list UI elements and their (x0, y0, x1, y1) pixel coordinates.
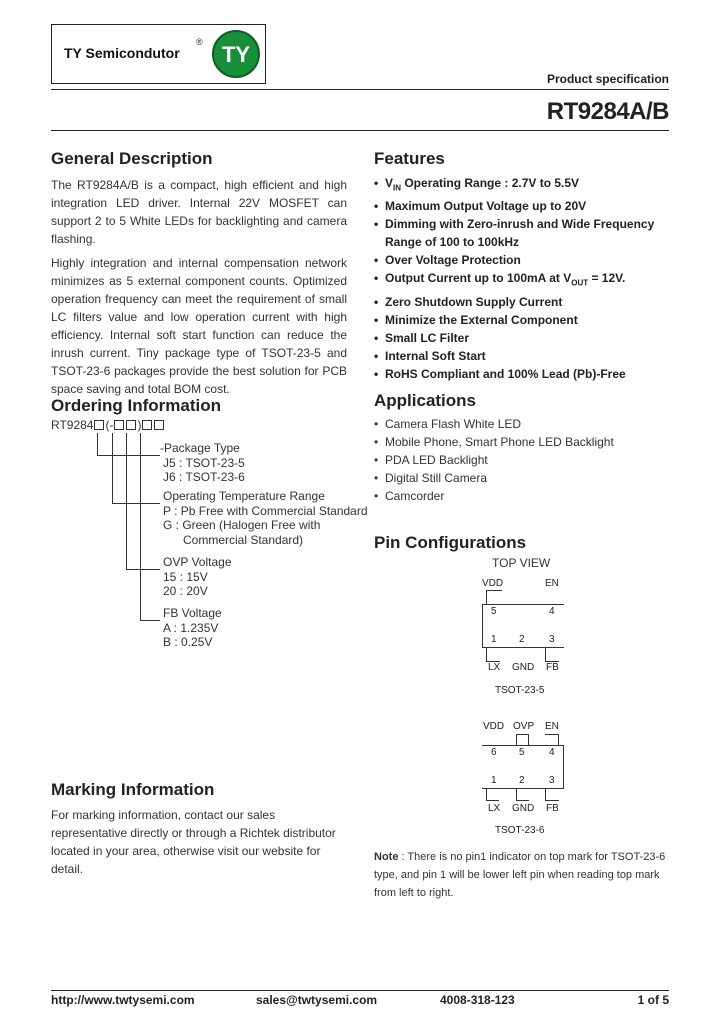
pin-label-gnd: GND (512, 662, 535, 673)
pin-lead (516, 800, 529, 801)
applications-list (374, 415, 670, 505)
bracket-line (112, 503, 160, 504)
pin-configurations-title: Pin Configurations (374, 533, 527, 552)
pin-number: 2 (519, 775, 525, 786)
pin-lead (545, 647, 546, 661)
pin-number: 3 (549, 775, 555, 786)
package-type-label: -Package Type (160, 441, 240, 455)
fb-a: A : 1.235V (163, 621, 219, 635)
company-logo (51, 24, 266, 84)
pin-label-en: EN (545, 721, 559, 732)
bracket-line (97, 455, 160, 456)
pin-number: 3 (549, 634, 555, 645)
logo-mark: TY (221, 42, 251, 67)
pin-label-gnd: GND (512, 803, 535, 814)
ovp-15: 15 : 15V (163, 570, 208, 584)
pin-number: 1 (491, 634, 497, 645)
pin-number: 4 (549, 606, 555, 617)
package-outline (482, 604, 564, 605)
pin-label-vdd: VDD (482, 578, 504, 589)
pin-lead (486, 590, 502, 591)
pin-label-lx: LX (488, 803, 501, 814)
footer-website-link[interactable]: http://www.twtysemi.com (51, 993, 195, 1007)
package-name: TSOT-23-6 (495, 825, 545, 836)
bracket-line (140, 620, 160, 621)
code-box (114, 420, 124, 430)
pin-lead (545, 788, 546, 800)
header-rule (51, 89, 669, 90)
feature-item: • Over Voltage Protection (374, 251, 670, 269)
fb-voltage-label: FB Voltage (163, 606, 222, 620)
doc-type: Product specification (546, 72, 669, 86)
pin-label-en: EN (545, 578, 559, 589)
bracket-line (126, 569, 160, 570)
application-item: • Digital Still Camera (374, 469, 670, 487)
ovp-20: 20 : 20V (163, 584, 208, 598)
pin-label-vdd: VDD (483, 721, 505, 732)
code-box (126, 420, 136, 430)
feature-item: • RoHS Compliant and 100% Lead (Pb)-Free (374, 365, 670, 383)
description-paragraph: The RT9284A/B is a compact, high efficient and high integration LED driver. Internal 22V MOSFET can support 2 to 5 White LEDs for backlighting and camera flashing. (51, 178, 347, 246)
footer-rule (51, 990, 669, 991)
application-item: • Mobile Phone, Smart Phone LED Backlight (374, 433, 670, 451)
bracket-line (126, 433, 127, 569)
pin-lead (516, 788, 517, 800)
part-number: RT9284A/B (546, 98, 669, 125)
features-title: Features (374, 149, 445, 168)
description-paragraph: Highly integration and internal compensation network minimizes as 5 external component counts. Optimized operation frequency can meet the requirement of small LC filters value and low operation current with high efficiency. Internal soft start function can reduce the inrush current. Tiny package type of TSOT-23-5 and TSOT-23-6 packages provide the best solution for PCB space saving and total BOM cost. (51, 256, 347, 396)
pin-number: 1 (491, 775, 497, 786)
feature-item: • $V_{IN}$ Operating Range : 2.7V to 5.5V (374, 174, 670, 197)
applications-title: Applications (374, 391, 477, 410)
package-j5: J5 : TSOT-23-5 (163, 456, 245, 470)
pin-number: 4 (549, 747, 555, 758)
pin-number: 5 (519, 747, 525, 758)
temp-range-label: Operating Temperature Range (163, 489, 325, 503)
temp-range-g: G : Green (Halogen Free with (163, 518, 321, 532)
footer-email-link[interactable]: sales@twtysemi.com (256, 993, 378, 1007)
bracket-line (97, 433, 98, 455)
feature-item: • Maximum Output Voltage up to 20V (374, 197, 670, 215)
temp-range-g-cont: Commercial Standard) (183, 533, 304, 547)
application-item: • Camera Flash White LED (374, 415, 670, 433)
pin-label-fb: FB (546, 803, 559, 814)
ordering-information-title: Ordering Information (51, 396, 221, 415)
pin-label-fb: FB (546, 662, 559, 673)
package-outline (482, 604, 483, 648)
ordering-code (51, 418, 165, 433)
pin-lead (486, 647, 487, 661)
package-name: TSOT-23-5 (495, 685, 545, 696)
feature-item: • Minimize the External Component (374, 311, 670, 329)
pin-lead (486, 788, 487, 800)
bracket-line (140, 433, 141, 620)
registered-mark: ® (196, 37, 203, 47)
pin-label-ovp: OVP (513, 721, 535, 732)
ordering-code-suffix-close: ) (137, 418, 142, 432)
package-outline (482, 788, 564, 789)
note-label: Note (374, 851, 399, 863)
pin-number: 6 (491, 747, 497, 758)
logo-text: TY Semicondutor (64, 45, 180, 61)
code-box (94, 420, 104, 430)
features-list (374, 174, 670, 383)
code-box (154, 420, 164, 430)
ordering-code-suffix-open: (- (105, 418, 114, 432)
marking-information-body: For marking information, contact our sales representative directly or through a Richtek distributor located in your area, otherwise visit our website for detail. (51, 808, 336, 876)
pin-label-lx: LX (488, 662, 501, 673)
code-box (142, 420, 152, 430)
package-outline (482, 647, 564, 648)
feature-item: • Dimming with Zero-inrush and Wide Frequency Range of 100 to 100kHz (374, 215, 670, 251)
top-view-label: TOP VIEW (492, 556, 551, 570)
bracket-line (112, 433, 113, 503)
package-outline (482, 745, 564, 746)
package-j6: J6 : TSOT-23-6 (163, 470, 245, 484)
page-number: 1 of 5 (637, 993, 669, 1007)
pin-number: 2 (519, 634, 525, 645)
application-item: • PDA LED Backlight (374, 451, 670, 469)
feature-item: • Small LC Filter (374, 329, 670, 347)
feature-item: • Zero Shutdown Supply Current (374, 293, 670, 311)
temp-range-p: P : Pb Free with Commercial Standard (163, 504, 368, 518)
general-description-body (51, 176, 347, 404)
fb-b: B : 0.25V (163, 635, 213, 649)
header-rule-bottom (51, 130, 669, 131)
footer-phone: 4008-318-123 (440, 993, 515, 1007)
feature-item: • Internal Soft Start (374, 347, 670, 365)
application-item: • Camcorder (374, 487, 670, 505)
pin-note (374, 848, 670, 902)
ordering-code-prefix: RT9284 (51, 418, 94, 432)
general-description-title: General Description (51, 149, 213, 168)
pin-lead (545, 734, 559, 735)
ty-logo-icon (212, 30, 260, 78)
pin-lead (545, 800, 559, 801)
pin-lead (486, 800, 499, 801)
note-text: : There is no pin1 indicator on top mark for TSOT-23-6 type, and pin 1 will be lower left pin when reading top mark from left to right. (374, 851, 666, 899)
ovp-voltage-label: OVP Voltage (163, 555, 232, 569)
pin-lead (486, 590, 487, 605)
feature-item: • Output Current up to 100mA at $V_{OUT} = 12V$. (374, 269, 670, 292)
pin-number: 5 (491, 606, 497, 617)
package-outline (563, 745, 564, 789)
marking-information-title: Marking Information (51, 780, 215, 799)
